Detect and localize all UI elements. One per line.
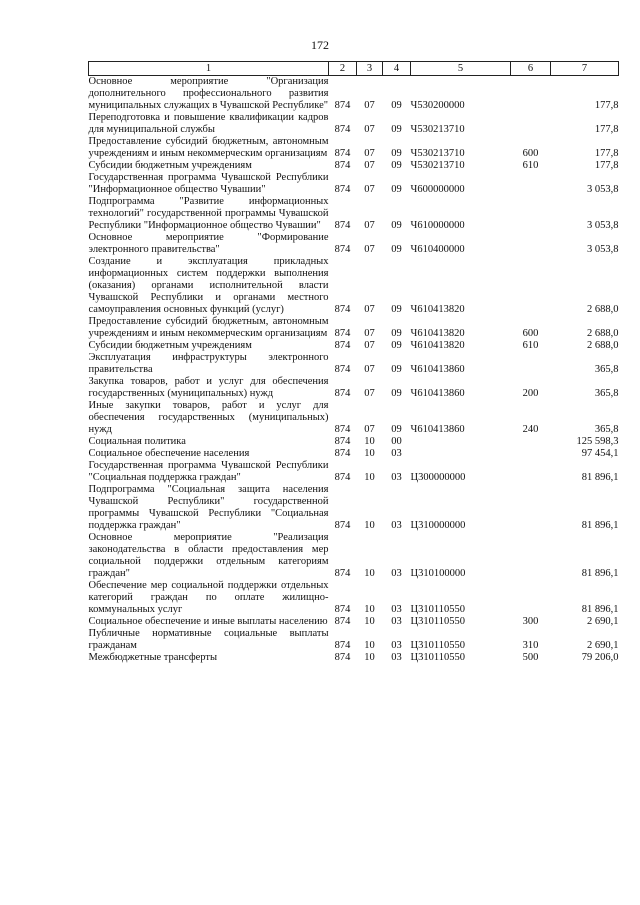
row-name: Межбюджетные трансферты	[88, 652, 218, 663]
table-row	[89, 316, 619, 340]
row-name: Подпрограмма "Развитие информационных технологий" государственной программы Чувашской Республики "Информационное общество Чувашии"	[88, 196, 329, 231]
row-subsection: 03	[391, 568, 402, 579]
row-amount: 2 688,0	[587, 340, 619, 351]
row-code: 874	[334, 424, 351, 435]
row-section: 10	[364, 436, 375, 447]
table-header-row	[89, 62, 619, 76]
row-section: 07	[364, 220, 375, 231]
page-number: 172	[311, 38, 329, 52]
row-amount: 81 896,1	[581, 472, 619, 483]
table-row	[89, 532, 619, 580]
row-amount: 365,8	[594, 424, 619, 435]
row-type	[511, 436, 551, 448]
table-row	[89, 400, 619, 436]
row-subsection: 09	[391, 184, 402, 195]
row-subsection: 09	[391, 328, 402, 339]
row-code: 874	[334, 568, 351, 579]
row-amount: 125 598,3	[576, 436, 619, 447]
row-target: Ч530213710	[410, 124, 465, 135]
row-target: Ч530213710	[410, 160, 465, 171]
row-section: 07	[364, 100, 375, 111]
row-subsection: 09	[391, 124, 402, 135]
row-subsection: 09	[391, 220, 402, 231]
row-amount: 79 206,0	[581, 652, 619, 663]
row-target: Ц310110550	[410, 604, 465, 615]
row-section: 10	[364, 652, 375, 663]
row-name: Социальная политика	[88, 436, 186, 447]
row-type	[511, 172, 551, 196]
row-code: 874	[334, 364, 351, 375]
row-section: 07	[364, 340, 375, 351]
row-name: Предоставление субсидий бюджетным, автономным учреждениям и иным некоммерческим организациям	[88, 136, 329, 159]
row-name: Иные закупки товаров, работ и услуг для обеспечения государственных (муниципальных) нужд	[88, 400, 329, 435]
row-target: Ц310110550	[410, 616, 465, 627]
row-target: Ц310100000	[410, 568, 466, 579]
row-section: 07	[364, 244, 375, 255]
table-row	[89, 376, 619, 400]
row-amount: 3 053,8	[587, 244, 619, 255]
row-code: 874	[334, 184, 351, 195]
row-amount: 97 454,1	[581, 448, 619, 459]
row-target: Ц310000000	[410, 520, 466, 531]
row-section: 10	[364, 472, 375, 483]
row-section: 10	[364, 448, 375, 459]
row-amount: 365,8	[594, 364, 619, 375]
row-target: Ч610413820	[410, 328, 465, 339]
row-section: 07	[364, 148, 375, 159]
row-code: 874	[334, 472, 351, 483]
row-type	[511, 76, 551, 113]
row-amount: 2 688,0	[587, 304, 619, 315]
row-amount: 81 896,1	[581, 604, 619, 615]
row-type	[511, 196, 551, 232]
table-row	[89, 136, 619, 160]
row-type	[511, 580, 551, 616]
table-row	[89, 112, 619, 136]
row-section: 07	[364, 364, 375, 375]
row-target: Ч530200000	[410, 100, 465, 111]
row-name: Социальное обеспечение населения	[88, 448, 250, 459]
row-target: Ч610000000	[410, 220, 465, 231]
row-code: 874	[334, 604, 351, 615]
row-name: Переподготовка и повышение квалификации кадров для муниципальной службы	[88, 112, 329, 135]
row-section: 10	[364, 604, 375, 615]
row-target: Ц310110550	[410, 652, 465, 663]
table-row	[89, 628, 619, 652]
header-col-1: 1	[89, 62, 329, 76]
row-code: 874	[334, 616, 351, 627]
table-row	[89, 172, 619, 196]
row-target: Ч610413860	[410, 388, 465, 399]
row-code: 874	[334, 220, 351, 231]
row-type	[511, 448, 551, 460]
row-type	[511, 232, 551, 256]
row-code: 874	[334, 328, 351, 339]
row-type: 200	[522, 388, 539, 399]
row-amount: 177,8	[594, 160, 619, 171]
table-row	[89, 652, 619, 664]
row-section: 07	[364, 424, 375, 435]
row-subsection: 03	[391, 448, 402, 459]
row-target: Ч610413860	[410, 364, 465, 375]
budget-table	[88, 61, 619, 664]
row-section: 07	[364, 304, 375, 315]
row-code: 874	[334, 340, 351, 351]
table-row	[89, 340, 619, 352]
row-subsection: 03	[391, 640, 402, 651]
header-col-6: 6	[511, 62, 551, 76]
row-amount: 177,8	[594, 124, 619, 135]
row-section: 07	[364, 184, 375, 195]
row-subsection: 09	[391, 100, 402, 111]
row-target: Ч610400000	[410, 244, 465, 255]
row-type	[511, 352, 551, 376]
row-target	[411, 436, 511, 448]
row-code: 874	[334, 100, 351, 111]
row-name: Государственная программа Чувашской Республики "Информационное общество Чувашии"	[88, 172, 329, 195]
row-name: Субсидии бюджетным учреждениям	[88, 340, 252, 351]
row-type	[511, 532, 551, 580]
row-subsection: 09	[391, 244, 402, 255]
header-col-4: 4	[383, 62, 411, 76]
row-name: Основное мероприятие "Организация дополнительного профессионального развития муниципальных служащих в Чувашской Республике"	[88, 76, 329, 111]
row-subsection: 09	[391, 340, 402, 351]
table-row	[89, 160, 619, 172]
row-target: Ц310110550	[410, 640, 465, 651]
row-type	[511, 484, 551, 532]
row-target: Ч530213710	[410, 148, 465, 159]
row-name: Основное мероприятие "Формирование электронного правительства"	[88, 232, 329, 255]
row-section: 10	[364, 616, 375, 627]
row-code: 874	[334, 148, 351, 159]
row-subsection: 03	[391, 604, 402, 615]
row-subsection: 00	[391, 436, 402, 447]
table-row	[89, 436, 619, 448]
row-section: 07	[364, 328, 375, 339]
row-type: 310	[522, 640, 539, 651]
row-amount: 81 896,1	[581, 520, 619, 531]
table-row	[89, 352, 619, 376]
row-target	[411, 448, 511, 460]
row-subsection: 09	[391, 160, 402, 171]
table-row	[89, 76, 619, 113]
row-subsection: 09	[391, 388, 402, 399]
row-name: Государственная программа Чувашской Республики "Социальная поддержка граждан"	[88, 460, 329, 483]
row-type: 610	[522, 340, 539, 351]
header-col-5: 5	[411, 62, 511, 76]
row-target: Ч610413860	[410, 424, 465, 435]
header-col-7: 7	[551, 62, 619, 76]
table-row	[89, 232, 619, 256]
table-row	[89, 580, 619, 616]
row-code: 874	[334, 640, 351, 651]
row-amount: 2 690,1	[587, 616, 619, 627]
row-name: Подпрограмма "Социальная защита населения Чувашской Республики" государственной программы Чувашской Республики "Социальная поддержка граждан"	[88, 484, 329, 531]
row-amount: 2 690,1	[587, 640, 619, 651]
row-section: 10	[364, 520, 375, 531]
table-row	[89, 460, 619, 484]
header-col-3: 3	[357, 62, 383, 76]
row-type: 600	[522, 148, 539, 159]
row-target: Ц300000000	[410, 472, 466, 483]
table-row	[89, 256, 619, 316]
row-section: 07	[364, 388, 375, 399]
row-amount: 177,8	[594, 100, 619, 111]
row-amount: 3 053,8	[587, 184, 619, 195]
row-amount: 81 896,1	[581, 568, 619, 579]
row-section: 07	[364, 160, 375, 171]
row-code: 874	[334, 304, 351, 315]
row-type	[511, 112, 551, 136]
row-name: Создание и эксплуатация прикладных информационных систем поддержки выполнения (оказания) органами исполнительной власти Чувашской Республики и органами местного самоуправления основных функций (услуг)	[88, 256, 329, 315]
row-subsection: 09	[391, 364, 402, 375]
row-subsection: 03	[391, 616, 402, 627]
row-subsection: 09	[391, 304, 402, 315]
row-name: Закупка товаров, работ и услуг для обеспечения государственных (муниципальных) нужд	[88, 376, 329, 399]
row-amount: 2 688,0	[587, 328, 619, 339]
row-name: Социальное обеспечение и иные выплаты населению	[88, 616, 328, 627]
row-code: 874	[334, 448, 351, 459]
row-target: Ч610413820	[410, 340, 465, 351]
row-code: 874	[334, 160, 351, 171]
row-type: 610	[522, 160, 539, 171]
row-subsection: 09	[391, 148, 402, 159]
row-amount: 177,8	[594, 148, 619, 159]
row-type: 500	[522, 652, 539, 663]
row-target: Ч600000000	[410, 184, 465, 195]
row-amount: 3 053,8	[587, 220, 619, 231]
row-name: Публичные нормативные социальные выплаты гражданам	[88, 628, 329, 651]
row-type: 240	[522, 424, 539, 435]
table-row	[89, 616, 619, 628]
row-type: 600	[522, 328, 539, 339]
row-section: 07	[364, 124, 375, 135]
row-code: 874	[334, 652, 351, 663]
row-target: Ч610413820	[410, 304, 465, 315]
row-name: Субсидии бюджетным учреждениям	[88, 160, 252, 171]
row-name: Предоставление субсидий бюджетным, автономным учреждениям и иным некоммерческим организациям	[88, 316, 329, 339]
table-row	[89, 196, 619, 232]
row-subsection: 09	[391, 424, 402, 435]
row-section: 10	[364, 640, 375, 651]
row-subsection: 03	[391, 472, 402, 483]
row-type: 300	[522, 616, 539, 627]
row-type	[511, 256, 551, 316]
row-code: 874	[334, 124, 351, 135]
table-row	[89, 484, 619, 532]
row-name: Основное мероприятие "Реализация законодательства в области предоставления мер социальной поддержки отдельным категориям граждан"	[88, 532, 329, 579]
table-body	[89, 76, 619, 665]
row-subsection: 03	[391, 520, 402, 531]
header-col-2: 2	[329, 62, 357, 76]
row-amount: 365,8	[594, 388, 619, 399]
row-code: 874	[334, 436, 351, 447]
row-code: 874	[334, 520, 351, 531]
row-name: Обеспечение мер социальной поддержки отдельных категорий граждан по оплате жилищно-коммунальных услуг	[88, 580, 329, 615]
row-section: 10	[364, 568, 375, 579]
table-row	[89, 448, 619, 460]
row-code: 874	[334, 244, 351, 255]
row-code: 874	[334, 388, 351, 399]
row-type	[511, 460, 551, 484]
row-name: Эксплуатация инфраструктуры электронного правительства	[88, 352, 329, 375]
row-subsection: 03	[391, 652, 402, 663]
